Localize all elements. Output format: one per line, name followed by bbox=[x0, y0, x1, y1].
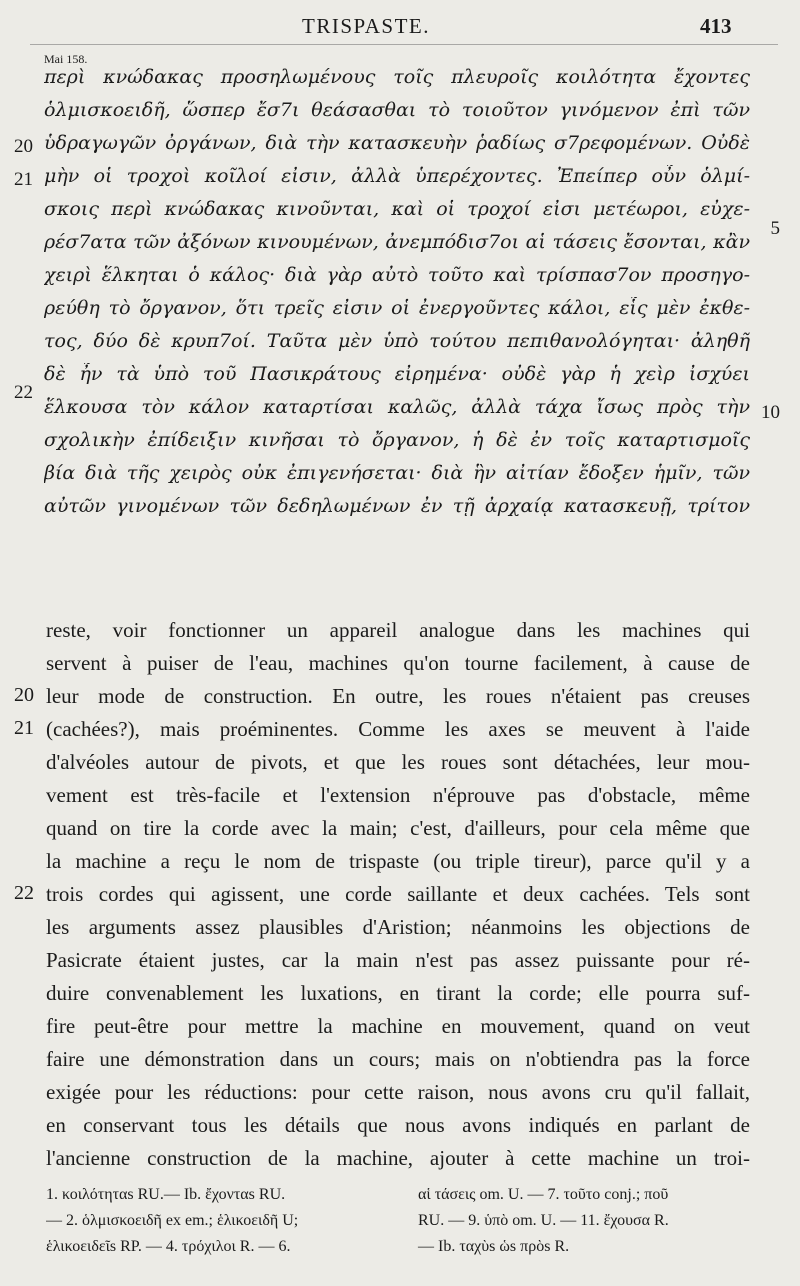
greek-line: δὲ ἦν τὰ ὑπὸ τοῦ Πασικράτους εἰρημένα· οὐδὲ γὰρ ἡ χεὶρ ἰσχύει bbox=[44, 363, 750, 385]
note-right: — Ib. ταχὺs ὡs πρὸs R. bbox=[418, 1238, 570, 1255]
french-line: duire convenablement les luxations, en tirant la corde; elle pourra suf- bbox=[46, 981, 750, 1005]
french-line: servent à puiser de l'eau, machines qu'on tourne facilement, à cause de bbox=[46, 651, 750, 675]
french-line: en conservant tous les détails que nous avons indiqués en parlant de bbox=[46, 1113, 750, 1137]
french-line: la machine a reçu le nom de trispaste (ou triple tireur), parce qu'il y a bbox=[46, 849, 750, 873]
french-line: quand on tire la corde avec la main; c'est, d'ailleurs, pour cela même que bbox=[46, 816, 750, 840]
greek-line-number: 21 bbox=[14, 169, 33, 190]
french-line: fire peut-être pour mettre la machine en mouvement, quand on veut bbox=[46, 1014, 750, 1038]
greek-line: ρέσ7ατα τῶν ἀξόνων κινουμένων, ἀνεμπόδισ7οι αἱ τάσεις ἔσονται, κἂν bbox=[44, 231, 750, 253]
french-line-number: 20 bbox=[14, 684, 34, 706]
critical-apparatus bbox=[0, 1186, 800, 1276]
greek-line: σχολικὴν ἐπίδειξιν κινῆσαι τὸ ὄργανον, ἡ δὲ ἐν τοῖς καταρτισμοῖς bbox=[44, 429, 750, 451]
greek-line bbox=[44, 528, 750, 560]
greek-line: βία διὰ τῆς χειρὸς οὐκ ἐπιγενήσεται· διὰ ἣν αἰτίαν ἔδοξεν ἡμῖν, τῶν bbox=[44, 462, 750, 484]
greek-line: ἕλκουσα τὸν κάλον καταρτίσαι καλῶς, ἀλλὰ τάχα ἴσως πρὸς τὴν bbox=[44, 396, 750, 418]
running-head bbox=[0, 14, 800, 44]
french-line-number: 22 bbox=[14, 882, 34, 904]
greek-line: σκοις περὶ κνώδακας κινοῦνται, καὶ οἱ τροχοί εἰσι μετέωροι, εὐχε- bbox=[44, 198, 750, 220]
greek-line: μὴν οἱ τροχοὶ κοῖλοί εἰσιν, ἀλλὰ ὑπερέχοντες. Ἐπείπερ οὖν ὁλμί- bbox=[44, 165, 750, 187]
french-line: leur mode de construction. En outre, les roues n'étaient pas creuses bbox=[46, 684, 750, 708]
french-line: d'alvéoles autour de pivots, et que les roues sont détachées, leur mou- bbox=[46, 750, 750, 774]
greek-line: τος, δύο δὲ κρυπ7οί. Ταῦτα μὲν ὑπὸ τούτου πεπιθανολόγηται· ἀληθῆ bbox=[44, 330, 750, 352]
page-number: 413 bbox=[700, 14, 732, 38]
french-line: vement est très-facile et l'extension n'éprouve pas d'obstacle, même bbox=[46, 783, 750, 807]
note-left: 1. κοιλότηταs RU.— Ib. ἔχονταs RU. bbox=[46, 1186, 286, 1203]
greek-line: ὁλμισκοειδῆ, ὥσπερ ἔσ7ι θεάσασθαι τὸ τοιοῦτον γινόμενον ἐπὶ τῶν bbox=[44, 99, 750, 121]
note-right: RU. — 9. ὑπὸ om. U. — 11. ἔχουσα R. bbox=[418, 1212, 669, 1229]
note-row bbox=[46, 1212, 750, 1238]
greek-line-number: 22 bbox=[14, 382, 33, 403]
greek-line: περὶ κνώδακας προσηλωμένους τοῖς πλευροῖς κοιλότητα ἔχοντες bbox=[44, 66, 750, 88]
note-row bbox=[46, 1186, 750, 1212]
running-title: TRISPASTE. bbox=[302, 14, 431, 38]
greek-line: αὐτῶν γινομένων τῶν δεδηλωμένων ἐν τῇ ἀρχαίᾳ κατασκευῇ, τρίτον bbox=[44, 495, 750, 517]
note-left: — 2. ὁλμισκοειδῆ ex em.; ἑλικοειδῆ U; bbox=[46, 1212, 299, 1229]
greek-line: ρεύθη τὸ ὄργανον, ὅτι τρεῖς εἰσιν οἱ ἐνεργοῦντες κάλοι, εἷς μὲν ἐκθε- bbox=[44, 297, 750, 319]
greek-line-number: 20 bbox=[14, 136, 33, 157]
greek-line: ὑδραγωγῶν ὀργάνων, διὰ τὴν κατασκευὴν ῥαδίως σ7ρεφομένων. Οὐδὲ bbox=[44, 132, 750, 154]
french-line-number: 21 bbox=[14, 717, 34, 739]
greek-line: χειρὶ ἕλκηται ὁ κάλος· διὰ γὰρ αὐτὸ τοῦτο καὶ τρίσπασ7ον προσηγο- bbox=[44, 264, 750, 286]
french-line: l'ancienne construction de la machine, ajouter à cette machine un troi- bbox=[46, 1146, 750, 1170]
note-row bbox=[46, 1238, 750, 1264]
french-line: faire une démonstration dans un cours; mais on n'obtiendra pas la force bbox=[46, 1047, 750, 1071]
french-line: trois cordes qui agissent, une corde saillante et deux cachées. Tels sont bbox=[46, 882, 750, 906]
french-line: les arguments assez plausibles d'Aristion; néanmoins les objections de bbox=[46, 915, 750, 939]
side-reference: Mai 158. bbox=[44, 52, 88, 66]
header-rule bbox=[30, 44, 778, 45]
greek-margin-number: 5 bbox=[770, 218, 780, 239]
greek-margin-number: 10 bbox=[761, 402, 780, 423]
note-right: αἱ τάσεις om. U. — 7. τοῦτο conj.; ποῦ bbox=[418, 1186, 669, 1203]
french-line: (cachées?), mais proéminentes. Comme les axes se meuvent à l'aide bbox=[46, 717, 750, 741]
french-line: reste, voir fonctionner un appareil analogue dans les machines qui bbox=[46, 618, 750, 642]
note-left: ἑλικοειδεῖs RP. — 4. τρόχιλοι R. — 6. bbox=[46, 1238, 291, 1255]
french-line: exigée pour les réductions: pour cette raison, nous avons cru qu'il fallait, bbox=[46, 1080, 750, 1104]
french-line: Pasicrate étaient justes, car la main n'est pas assez puissante pour ré- bbox=[46, 948, 750, 972]
